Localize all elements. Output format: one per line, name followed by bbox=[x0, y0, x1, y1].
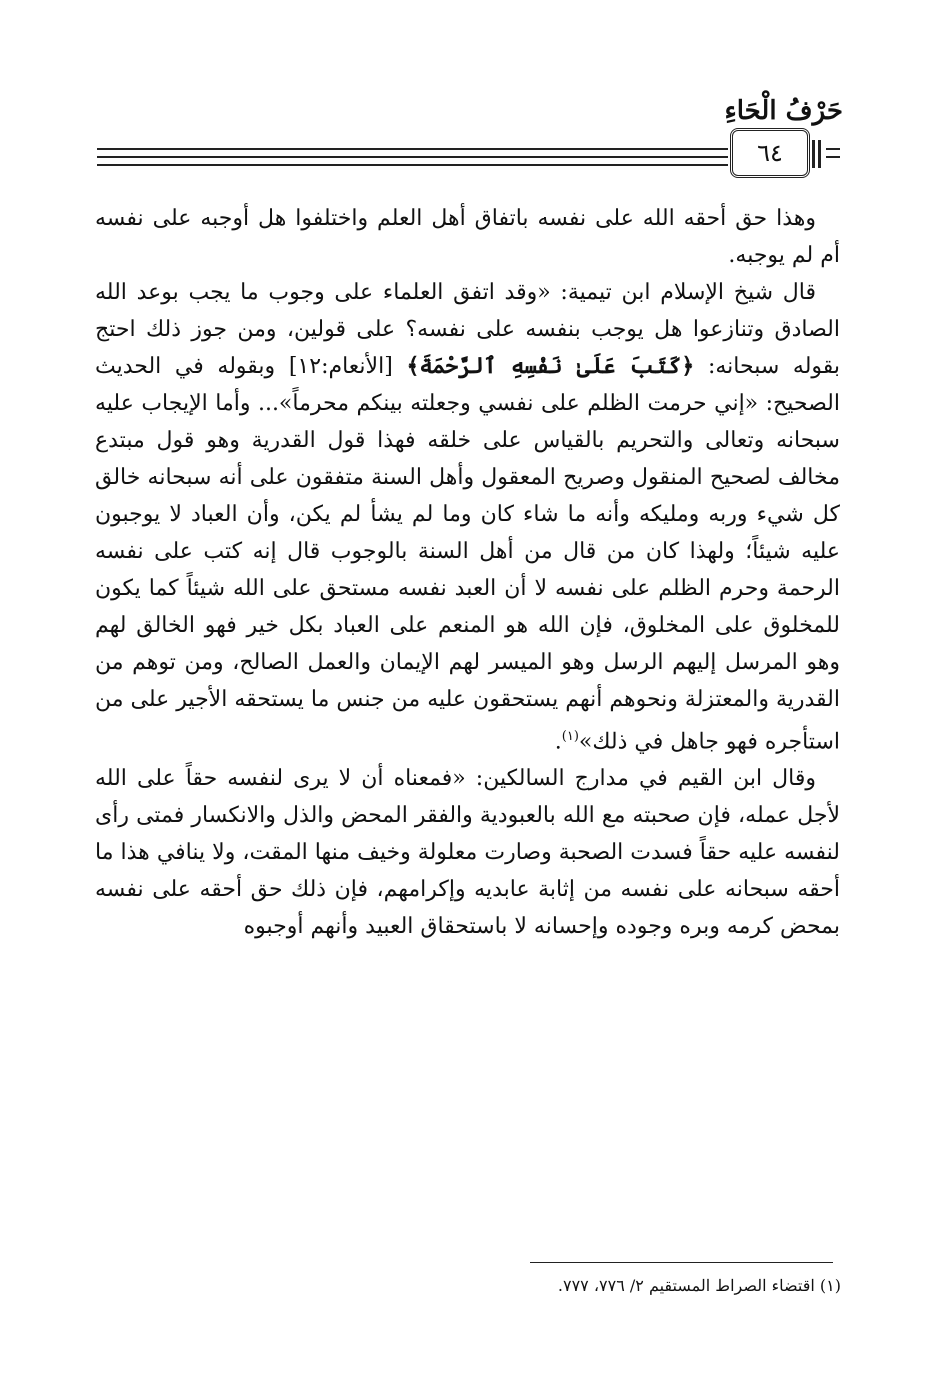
header-rule bbox=[97, 164, 728, 166]
paragraph-text: . bbox=[554, 729, 562, 755]
paragraph: وهذا حق أحقه الله على نفسه باتفاق أهل العلم واختلفوا هل أوجبه على نفسه أم لم يوجبه. bbox=[95, 206, 840, 268]
page-number: ٦٤ bbox=[757, 139, 783, 167]
paragraph: وقال ابن القيم في مدارج السالكين: «فمعناه أن لا يرى لنفسه حقاً على الله لأجل عمله، فإن صحبته مع الله بالعبودية والفقر المحض والذل والانكسار فمتى رأى لنفسه عليه حقاً فسدت الصحبة وصارت معلولة وخيف منها المقت، ولا ينافي هذا ما أحقه سبحانه على نفسه من إثابة عابديه وإكرامهم، فإن ذلك حق أحقه على نفسه بمحض كرمه وبره وجوده وإحسانه لا باستحقاق العبيد وأنهم أوجبوه bbox=[95, 766, 840, 940]
paragraph-text: قال شيخ الإسلام ابن تيمية: «وقد اتفق العلماء على وجوب ما يجب بوعد الله الصادق وتنازعوا هل يوجب بنفسه على نفسه؟ على قولين، ومن جوز ذلك احتج بقوله سبحانه: bbox=[95, 280, 841, 379]
footnote-reference: (١) bbox=[561, 729, 579, 744]
ornament-bar bbox=[812, 140, 815, 168]
paragraph-text: وبقوله في الحديث الصحيح: «إني حرمت الظلم على نفسي وجعلته بينكم محرماً»... وأما الإيجاب عليه سبحانه وتعالى والتحريم بالقياس على خلقه فهذا قول القدرية وهو قول مبتدع مخالف لصحيح المنقول وصريح المعقول وأهل السنة متفقون على أنه سبحانه خالق كل شيء وربه ومليكه وأنه ما شاء كان وما لم يشأ لم يكن، وأن العباد لا يوجبون عليه شيئاً؛ ولهذا كان من قال من أهل السنة بالوجوب قال إنه كتب على نفسه الرحمة وحرم الظلم على نفسه لا أن العبد نفسه مستحق على الله شيئاً كما يكون للمخلوق على المخلوق، فإن الله هو المنعم على العباد بكل خير فهو الخالق لهم وهو المرسل إليهم الرسل وهو الميسر لهم الإيمان والعمل الصالح، ومن توهم من القدرية والمعتزلة ونحوهم أنهم يستحقون عليه من جنس ما يستحقه الأجير على من استأجره فهو جاهل في ذلك» bbox=[95, 354, 840, 755]
body-text bbox=[95, 200, 840, 945]
verse-reference: [الأنعام:١٢] bbox=[288, 354, 393, 379]
paragraph bbox=[95, 274, 840, 760]
page-number-box bbox=[730, 128, 810, 178]
footnote-separator bbox=[530, 1262, 833, 1263]
ornament-equals bbox=[826, 148, 840, 158]
footnote: (١) اقتضاء الصراط المستقيم ٢/ ٧٧٦، ٧٧٧. bbox=[557, 1276, 841, 1295]
running-title: حَرْفُ الْحَاءِ bbox=[724, 96, 843, 126]
quran-verse: ﴿كَتَبَ عَلَىٰ نَفْسِهِ ٱلرَّحْمَةَ﴾ bbox=[406, 353, 695, 379]
ornament-bar bbox=[818, 140, 821, 168]
header-rule bbox=[97, 156, 728, 158]
header-rule bbox=[97, 148, 728, 150]
